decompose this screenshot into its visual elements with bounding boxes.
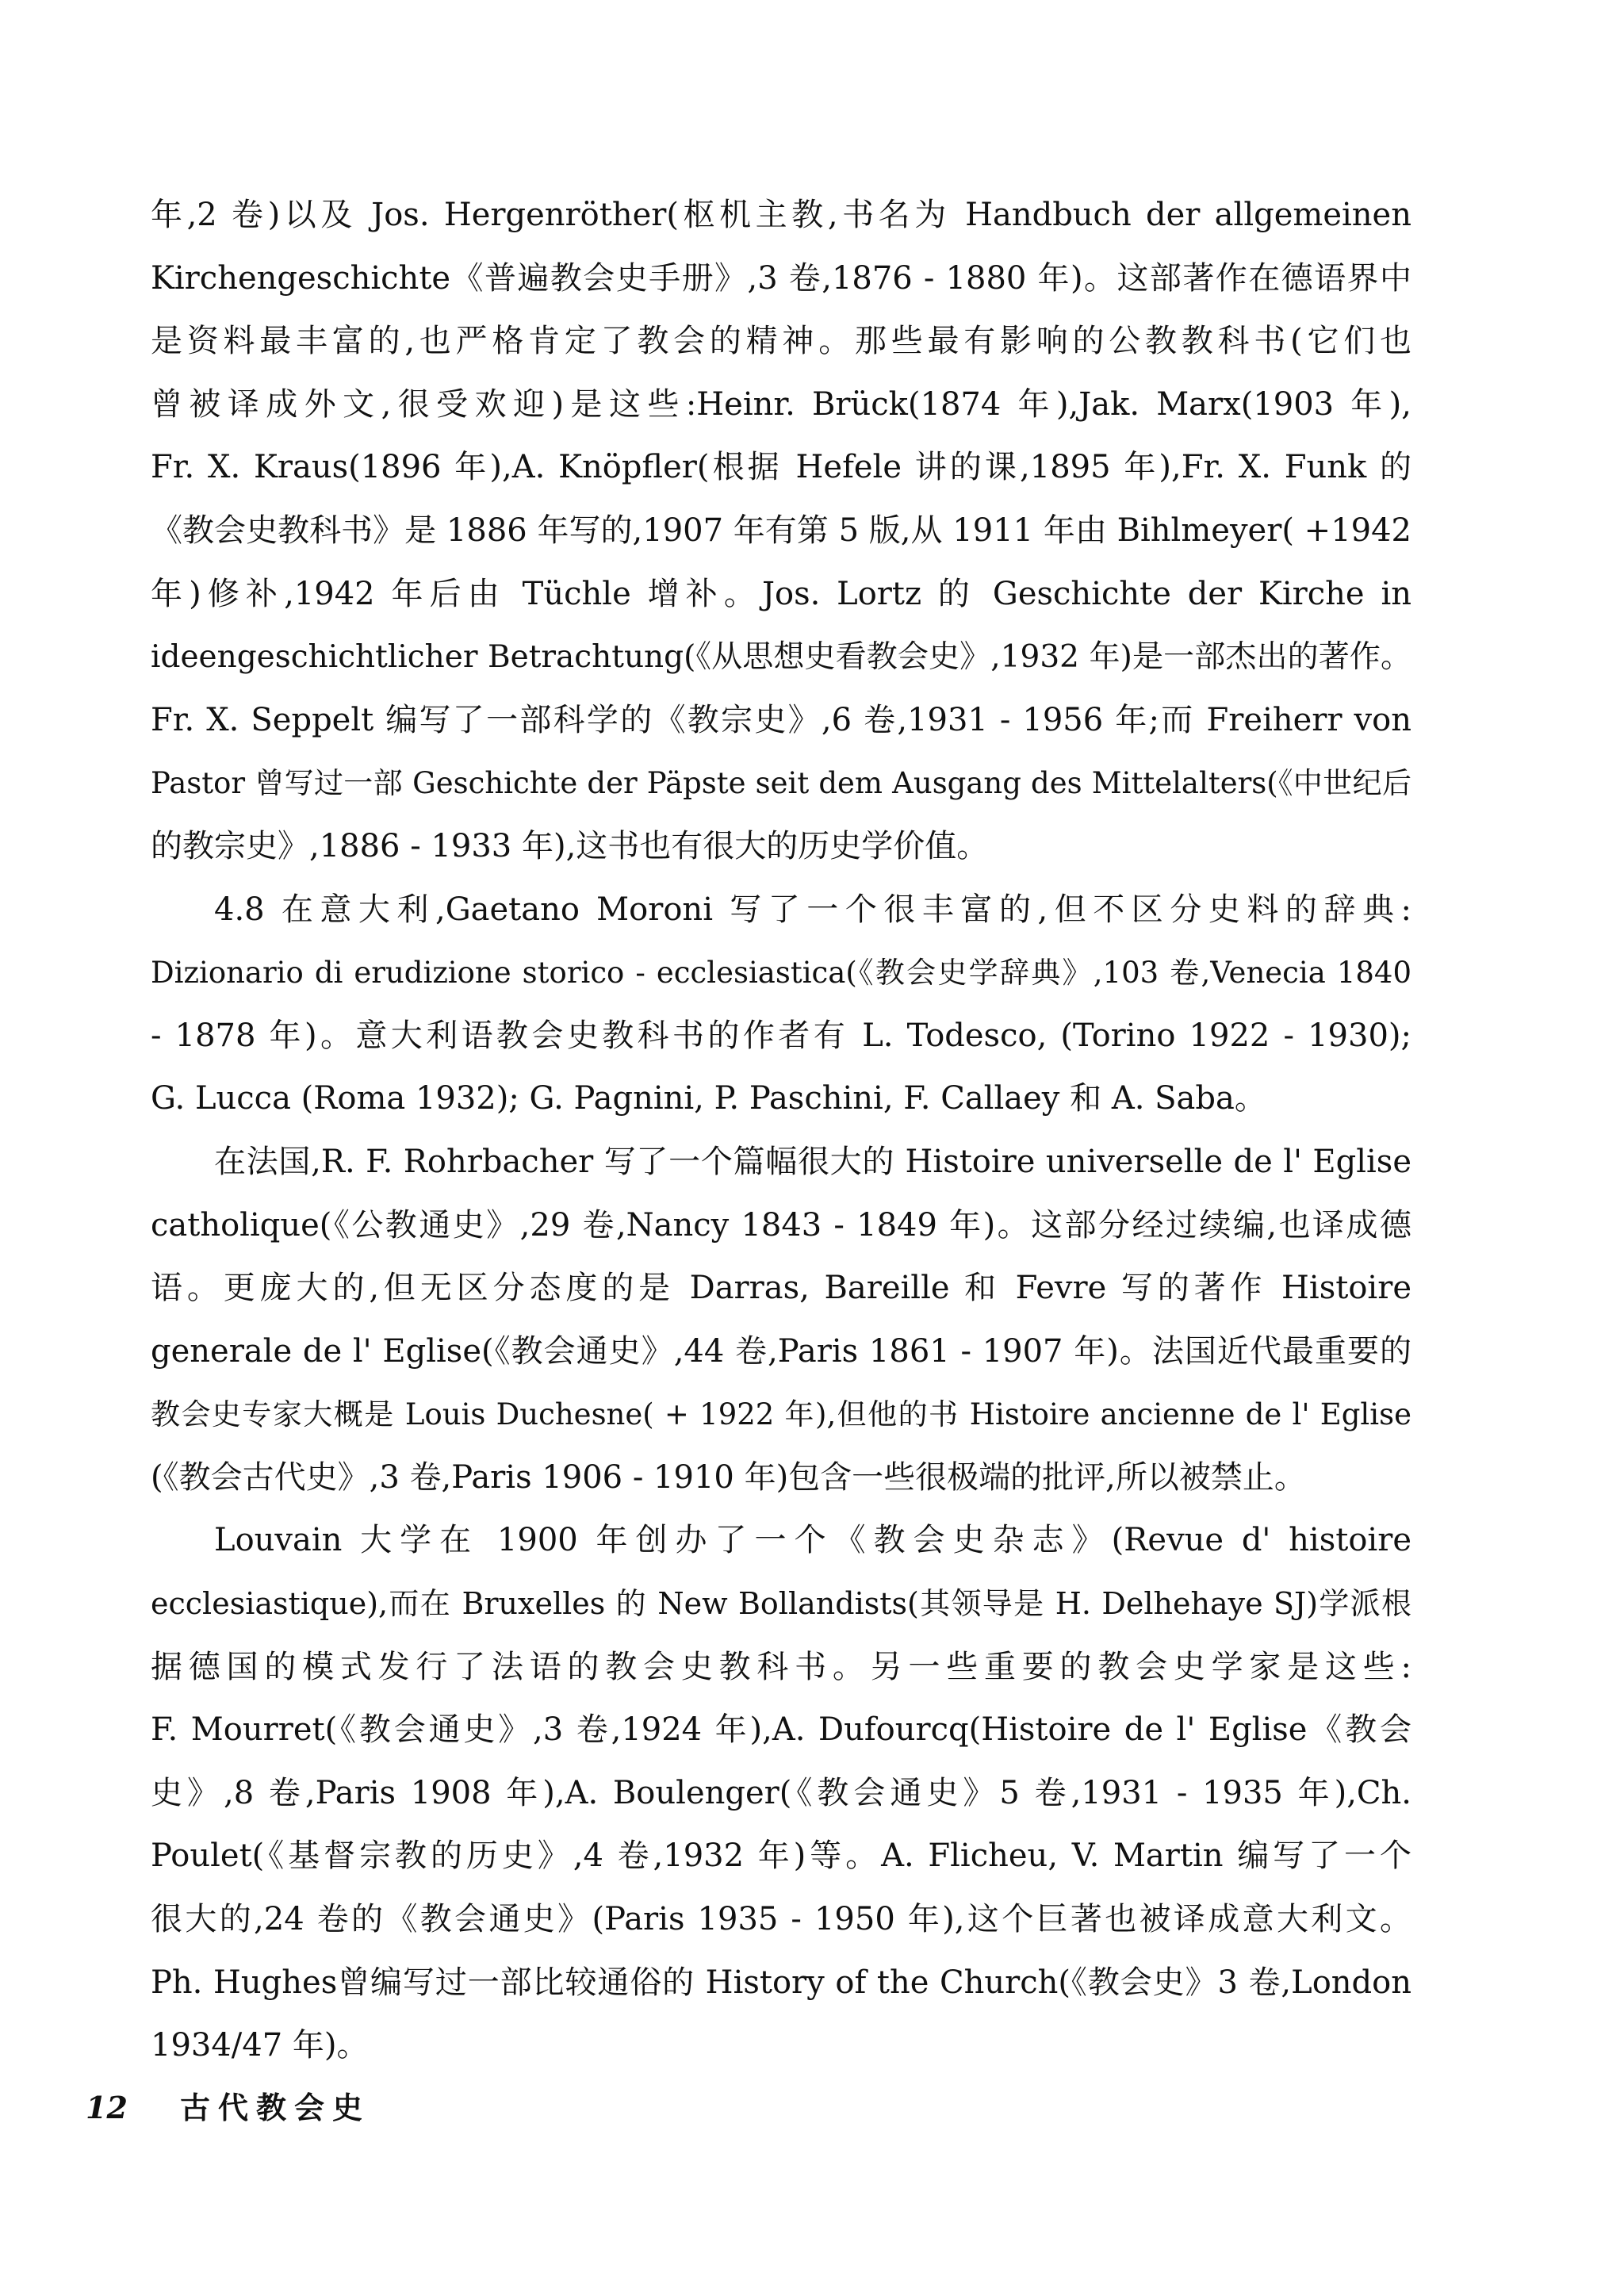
text-line: F. Mourret(《教会通史》,3 卷,1924 年),A. Dufourcq(Histoire de l' Eglise《教会 <box>151 1711 1411 1749</box>
text-line: 的教宗史》,1886 - 1933 年),这书也有很大的历史学价值。 <box>151 827 989 864</box>
text-line: catholique(《公教通史》,29 卷,Nancy 1843 - 1849 年)。这部分经过续编,也译成德 <box>151 1206 1411 1244</box>
text-line: Dizionario di erudizione storico - ecclesiastica(《教会史学辞典》,103 卷,Venecia 1840 <box>151 956 1411 991</box>
page-number: 12 <box>86 2090 128 2125</box>
text-line: ideengeschichtlicher Betrachtung(《从思想史看教会史》,1932 年)是一部杰出的著作。 <box>151 639 1411 676</box>
text-line: 在法国,R. F. Rohrbacher 写了一个篇幅很大的 Histoire universelle de l' Eglise <box>214 1143 1411 1180</box>
text-line: - 1878 年)。意大利语教会史教科书的作者有 L. Todesco, (Torino 1922 - 1930); <box>151 1017 1411 1054</box>
text-line: 曾被译成外文,很受欢迎)是这些:Heinr. Brück(1874 年),Jak. Marx(1903 年), <box>151 385 1411 423</box>
page-footer <box>86 2084 370 2132</box>
text-line: Pastor 曾写过一部 Geschichte der Päpste seit dem Ausgang des Mittelalters(《中世纪后 <box>151 766 1411 801</box>
text-line: Fr. X. Kraus(1896 年),A. Knöpfler(根据 Hefele 讲的课,1895 年),Fr. X. Funk 的 <box>151 449 1411 486</box>
text-line: 史》,8 卷,Paris 1908 年),A. Boulenger(《教会通史》5 卷,1931 - 1935 年),Ch. <box>151 1774 1411 1811</box>
body-text <box>151 184 1411 2078</box>
text-line: G. Lucca (Roma 1932); G. Pagnini, P. Paschini, F. Callaey 和 A. Saba。 <box>151 1080 1266 1117</box>
text-line: 教会史专家大概是 Louis Duchesne( + 1922 年),但他的书 Histoire ancienne de l' Eglise <box>151 1397 1411 1432</box>
text-line: 语。更庞大的,但无区分态度的是 Darras, Bareille 和 Fevre 写的著作 Histoire <box>151 1270 1411 1307</box>
text-line: 4.8 在意大利,Gaetano Moroni 写了一个很丰富的,但不区分史料的辞典: <box>214 891 1411 928</box>
text-line: 年)修补,1942 年后由 Tüchle 增补。Jos. Lortz 的 Geschichte der Kirche in <box>151 575 1411 612</box>
text-line: 1934/47 年)。 <box>151 2027 369 2064</box>
text-line: (《教会古代史》,3 卷,Paris 1906 - 1910 年)包含一些很极端的批评,所以被禁止。 <box>151 1458 1306 1496</box>
text-line: ecclesiastique),而在 Bruxelles 的 New Bollandists(其领导是 H. Delhehaye SJ)学派根 <box>151 1586 1411 1622</box>
text-line: Fr. X. Seppelt 编写了一部科学的《教宗史》,6 卷,1931 - 1956 年;而 Freiherr von <box>151 701 1411 738</box>
text-line: generale de l' Eglise(《教会通史》,44 卷,Paris 1861 - 1907 年)。法国近代最重要的 <box>151 1332 1411 1370</box>
running-title: 古代教会史 <box>179 2090 370 2125</box>
text-line: Kirchengeschichte《普遍教会史手册》,3 卷,1876 - 1880 年)。这部著作在德语界中 <box>151 259 1411 297</box>
text-line: Ph. Hughes曾编写过一部比较通俗的 History of the Church(《教会史》3 卷,London <box>151 1964 1411 2001</box>
text-line: 据德国的模式发行了法语的教会史教科书。另一些重要的教会史学家是这些: <box>151 1648 1411 1685</box>
text-line: 是资料最丰富的,也严格肯定了教会的精神。那些最有影响的公教教科书(它们也 <box>151 323 1411 360</box>
text-line: 《教会史教科书》是 1886 年写的,1907 年有第 5 版,从 1911 年由 Bihlmeyer( +1942 <box>151 512 1411 549</box>
text-line: Louvain 大学在 1900 年创办了一个《教会史杂志》(Revue d' histoire <box>214 1522 1411 1559</box>
text-line: Poulet(《基督宗教的历史》,4 卷,1932 年)等。A. Flicheu, V. Martin 编写了一个 <box>151 1838 1411 1875</box>
text-line: 很大的,24 卷的《教会通史》(Paris 1935 - 1950 年),这个巨著也被译成意大利文。 <box>151 1901 1411 1938</box>
text-line: 年,2 卷)以及 Jos. Hergenröther(枢机主教,书名为 Handbuch der allgemeinen <box>151 197 1411 233</box>
